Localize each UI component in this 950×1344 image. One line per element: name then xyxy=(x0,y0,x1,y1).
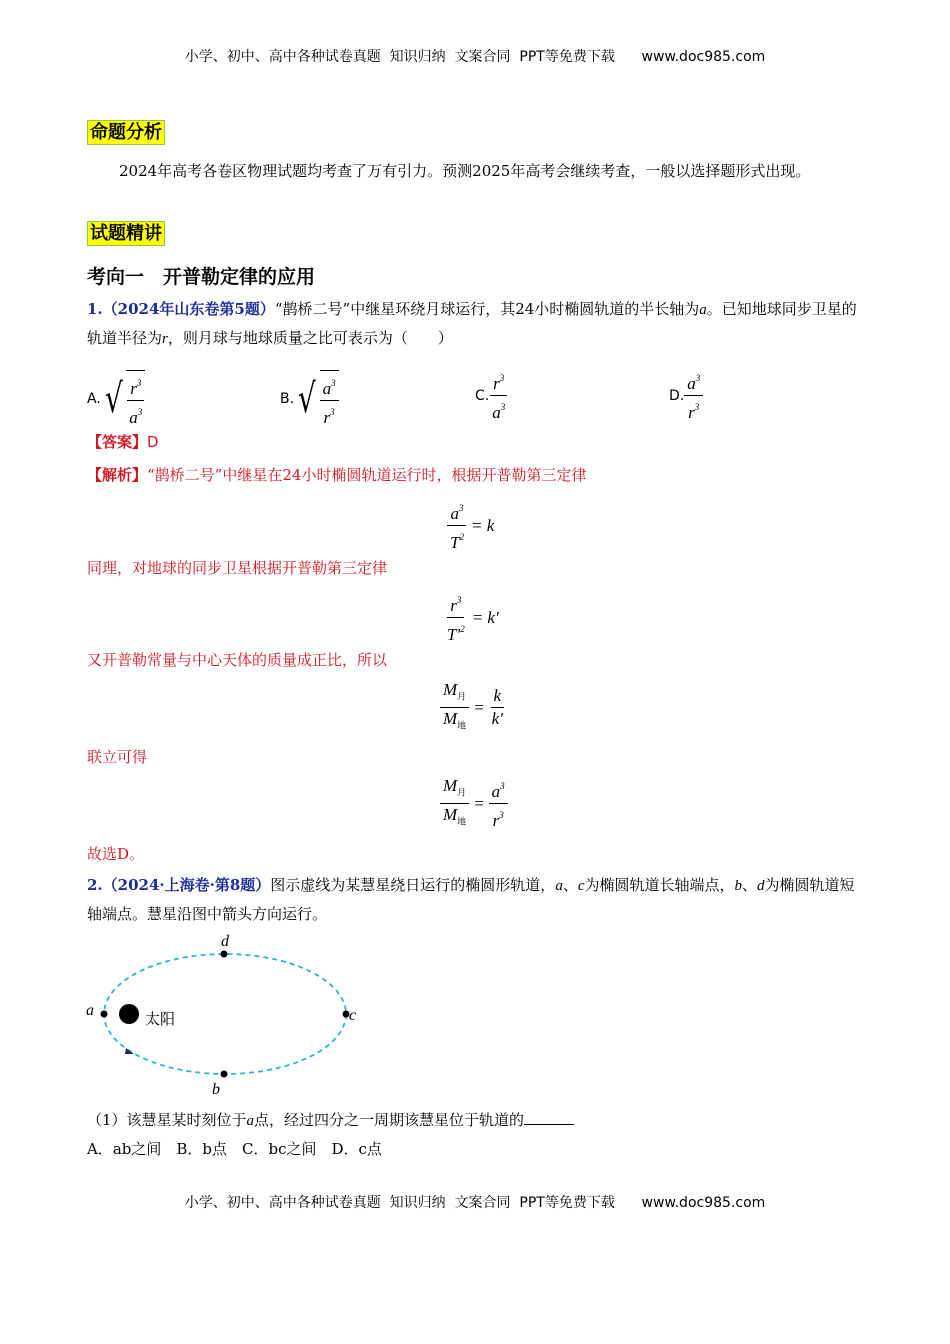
stem-text: ，则月球与地球质量之比可表示为（ ） xyxy=(167,329,453,347)
fraction: $\frac{a^3}{r^3}$ xyxy=(684,368,703,423)
option-b[interactable] xyxy=(280,370,339,428)
stem-text: 图示虚线为某慧星绕日运行的椭圆形轨道， xyxy=(270,876,556,894)
fraction: $\frac{r^3}{a^3}$ xyxy=(126,373,145,428)
label-d: d xyxy=(221,933,229,950)
sqrt-expression xyxy=(101,370,146,428)
subscript-moon: 月 xyxy=(457,787,467,798)
answer-value: D xyxy=(147,433,159,451)
var-d: d xyxy=(757,878,765,894)
option-label: A. xyxy=(87,391,101,407)
radicand xyxy=(320,370,339,428)
sun-icon xyxy=(119,1004,139,1024)
page-footer: 小学、初中、高中各种试卷真题 知识归纳 文案合同 PPT等免费下载 www.doc985.com xyxy=(184,1195,766,1211)
answer-label: 【答案】 xyxy=(87,433,148,451)
analysis-line-3: 又开普勒常量与中心天体的质量成正比，所以 xyxy=(87,651,388,669)
radical-sign: √ xyxy=(297,376,316,422)
var-a: a xyxy=(555,878,563,894)
question-1-options xyxy=(87,362,867,427)
stem-text: 为椭圆轨道长轴端点， xyxy=(584,876,735,894)
label-c: c xyxy=(349,1007,357,1024)
equation-2 xyxy=(444,590,499,645)
stem-text: “鹊桥二号”中继星环绕月球运行，其24小时椭圆轨道的半长轴为 xyxy=(274,300,700,318)
analysis-paragraph: 2024年高考各卷区物理试题均考查了万有引力。预测2025年高考会继续考查，一般以选择题形式出现。 xyxy=(119,162,811,180)
question-2-options: A．ab之间 B．b点 C．bc之间 D．c点 xyxy=(87,1140,382,1158)
topic-heading: 考向一 开普勒定律的应用 xyxy=(87,266,316,288)
fraction: $\frac{r^3}{a^3}$ xyxy=(489,368,508,423)
sub-question-text: 点，经过四分之一周期该慧星位于轨道的 xyxy=(254,1111,525,1129)
subscript-earth: 地 xyxy=(457,720,467,731)
stem-text: 。已知地球同步卫星的轨道半径为 xyxy=(87,300,857,347)
fraction: $\frac{k}{k'}$ xyxy=(491,686,503,729)
equals-sign: = xyxy=(473,793,485,813)
fraction: $\frac{r^3}{T'^2}$ xyxy=(444,590,468,645)
subscript-moon: 月 xyxy=(457,691,467,702)
fraction: $\frac{M_月}{M_地}$ xyxy=(440,776,469,832)
orbit-ellipse xyxy=(104,954,346,1074)
analysis-label: 【解析】 xyxy=(87,466,148,484)
section-tag-questions xyxy=(87,222,165,246)
answer-blank[interactable] xyxy=(524,1124,574,1125)
equation-rhs: = k′ xyxy=(471,607,499,627)
answer-line xyxy=(87,428,867,456)
analysis-line-4: 联立可得 xyxy=(87,748,148,766)
equation-4 xyxy=(440,776,508,832)
option-c[interactable] xyxy=(475,368,508,423)
var-c: c xyxy=(577,878,585,894)
orbit-diagram xyxy=(80,930,380,1100)
analysis-text: “鹊桥二号”中继星在24小时椭圆轨道运行时，根据开普勒第三定律 xyxy=(147,466,587,484)
section-tag-analysis xyxy=(87,121,165,145)
fraction: $\frac{M_月}{M_地}$ xyxy=(440,680,469,736)
radical-sign: √ xyxy=(104,376,123,422)
stem-text: 、 xyxy=(742,876,758,894)
var-a: a xyxy=(699,302,707,318)
stem-text: 为椭圆轨道短轴端点。慧星沿图中箭头方向运行。 xyxy=(87,876,855,923)
point-a xyxy=(101,1011,108,1018)
option-label: B. xyxy=(280,391,295,407)
tag-label: 命题分析 xyxy=(87,120,165,145)
analysis-line-5: 故选D。 xyxy=(87,845,145,863)
subscript-earth: 地 xyxy=(457,816,467,827)
option-a[interactable] xyxy=(87,370,145,428)
tag-label: 试题精讲 xyxy=(87,221,165,246)
equals-sign: = xyxy=(473,697,485,717)
question-1-stem xyxy=(87,295,867,353)
equation-1 xyxy=(447,498,494,553)
page-header: 小学、初中、高中各种试卷真题 知识归纳 文案合同 PPT等免费下载 www.doc985.com xyxy=(184,49,766,65)
question-2-sub-1 xyxy=(87,1106,867,1135)
stem-text: 、 xyxy=(562,876,578,894)
question-number: 1.（2024年山东卷第5题） xyxy=(87,300,275,318)
question-2-stem xyxy=(87,871,867,928)
point-b xyxy=(221,1071,228,1078)
option-label: D. xyxy=(669,387,685,404)
option-label: C. xyxy=(475,387,490,404)
point-d xyxy=(221,951,228,958)
sun-label: 太阳 xyxy=(145,1010,176,1028)
var-a: a xyxy=(246,1113,255,1129)
fraction: $\frac{a^3}{r^3}$ xyxy=(320,373,339,428)
fraction: $\frac{a^3}{T^2}$ xyxy=(447,498,467,553)
radicand xyxy=(126,370,145,428)
arrow-icon xyxy=(125,1048,134,1054)
equation-rhs: = k xyxy=(470,515,495,535)
var-r: r xyxy=(162,331,168,347)
sqrt-expression xyxy=(294,370,339,428)
sub-question-text: （1）该慧星某时刻位于 xyxy=(87,1111,247,1129)
var-b: b xyxy=(734,878,743,894)
equation-3 xyxy=(440,680,506,736)
analysis-line-1 xyxy=(87,461,867,489)
question-number: 2.（2024·上海卷·第8题） xyxy=(87,876,271,894)
option-d[interactable] xyxy=(669,368,703,423)
label-b: b xyxy=(212,1081,220,1098)
analysis-line-2: 同理，对地球的同步卫星根据开普勒第三定律 xyxy=(87,559,388,577)
fraction: $\frac{a^3}{r^3}$ xyxy=(489,776,508,831)
label-a: a xyxy=(86,1002,94,1019)
